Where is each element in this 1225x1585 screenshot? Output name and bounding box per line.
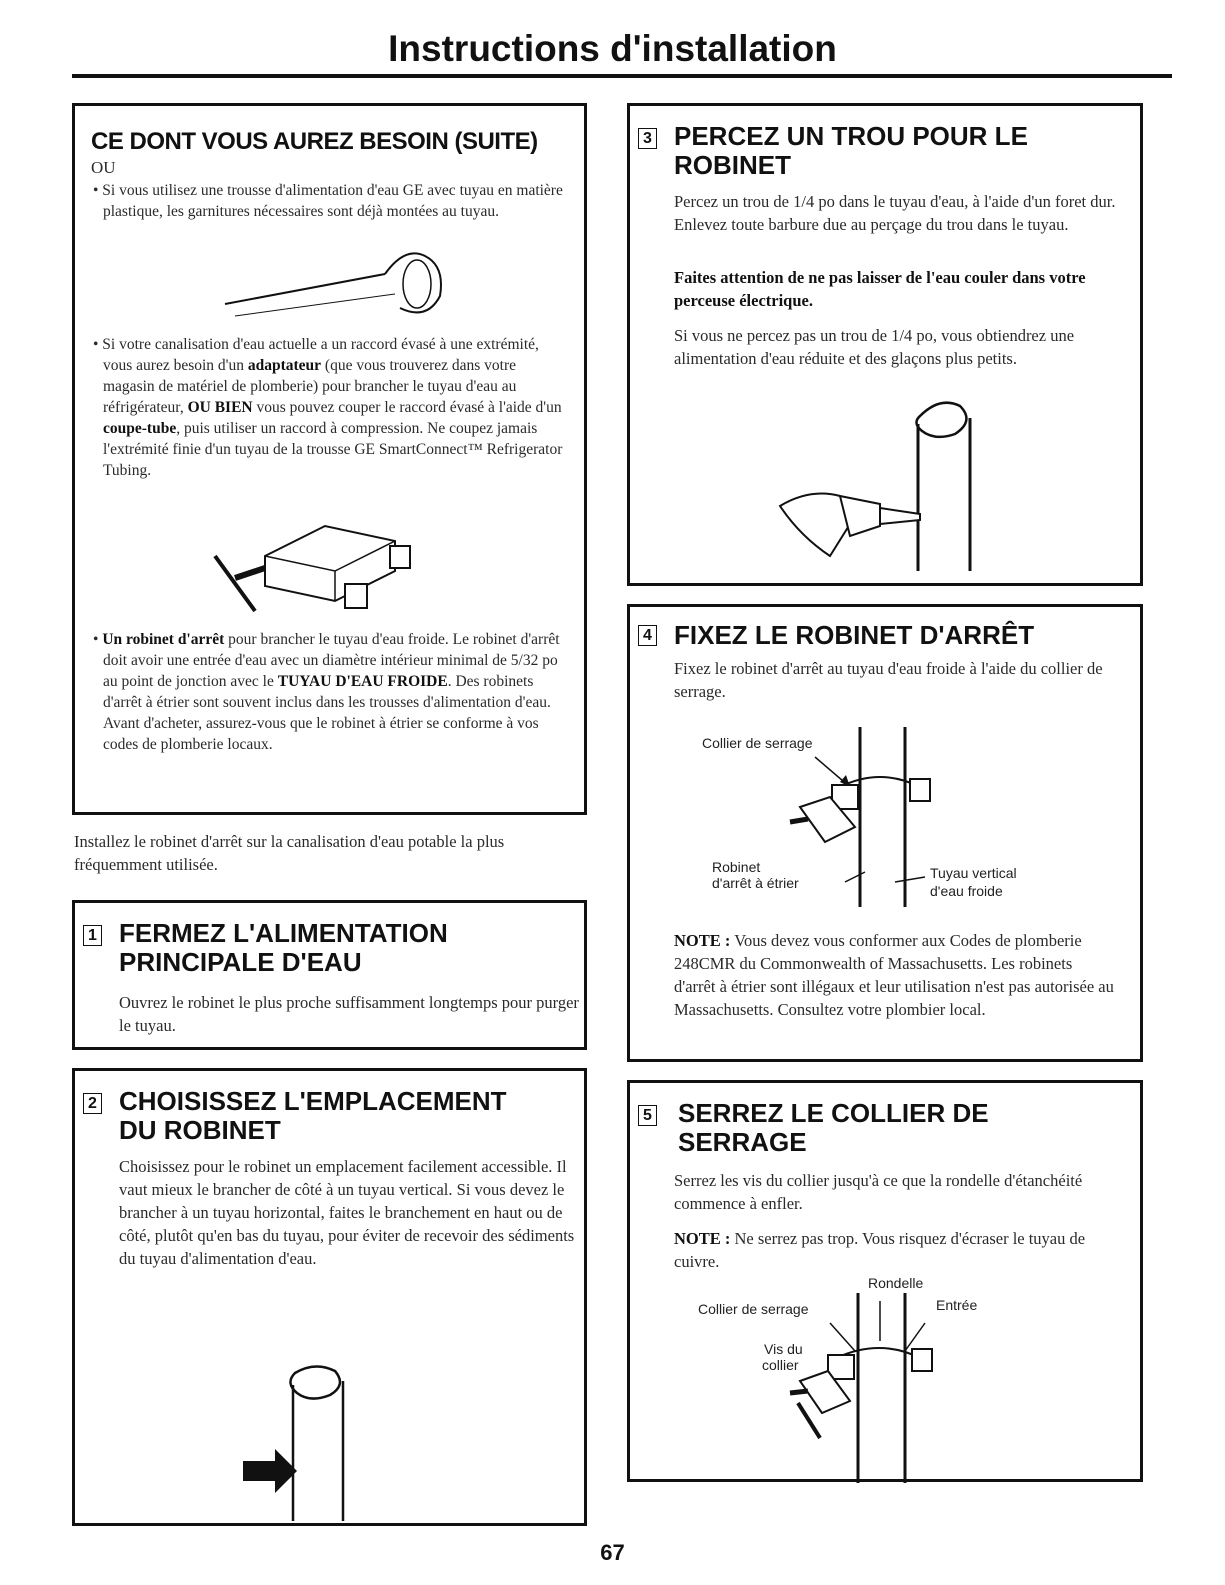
- screw-label-1: Vis du: [764, 1341, 803, 1357]
- or-label: OU: [91, 158, 116, 177]
- step-3-text: Percez un trou de 1/4 po dans le tuyau d'eau, à l'aide d'un foret dur. Enlevez toute barbure due au perçage du trou dans le tuyau.: [674, 192, 1116, 234]
- shutoff-valve-illustration: [205, 516, 425, 626]
- valve-label-1: Robinet: [712, 859, 761, 875]
- step-5-heading: SERREZ LE COLLIER DE SERRAGE: [678, 1098, 989, 1157]
- inlet-label: Entrée: [936, 1297, 978, 1313]
- step-5-note: NOTE : Ne serrez pas trop. Vous risquez d'écraser le tuyau de cuivre.: [674, 1229, 1086, 1271]
- vertical-pipe-arrow-illustration: [235, 1363, 375, 1523]
- step-3-heading: PERCEZ UN TROU POUR LE ROBINET: [674, 121, 1028, 180]
- step-4-heading: FIXEZ LE ROBINET D'ARRÊT: [674, 620, 1035, 650]
- install-note: Installez le robinet d'arrêt sur la canalisation d'eau potable la plus fréquemment utilisée.: [74, 832, 505, 874]
- title-rule: [72, 74, 1172, 78]
- step-4-number: 4: [638, 625, 657, 646]
- step-2-number: 2: [83, 1093, 102, 1114]
- needs-box: [72, 103, 587, 815]
- page-number: 67: [600, 1540, 625, 1565]
- washer-label: Rondelle: [868, 1275, 924, 1291]
- step-1-text: Ouvrez le robinet le plus proche suffisamment longtemps pour purger le tuyau.: [119, 993, 579, 1035]
- pipe-label-2: d'eau froide: [930, 883, 1003, 899]
- step-4-box: [627, 604, 1143, 1062]
- step-4-note: NOTE : Vous devez vous conformer aux Codes de plomberie 248CMR du Commonwealth of Massachusetts. Les robinets d'arrêt à étrier sont illégaux et leur utilisation n'est pas autorisée au Massachusetts. Consultez votre plombier local.: [674, 931, 1114, 1019]
- step-4-text: Fixez le robinet d'arrêt au tuyau d'eau froide à l'aide du collier de serrage.: [674, 659, 1103, 701]
- step-3-number: 3: [638, 128, 657, 149]
- step-1-number: 1: [83, 925, 102, 946]
- plastic-tubing-illustration: [205, 246, 485, 326]
- drill-pipe-illustration: [770, 396, 1010, 576]
- step-3-warning: Faites attention de ne pas laisser de l'eau couler dans votre perceuse électrique.: [674, 268, 1086, 310]
- step-3-text-2: Si vous ne percez pas un trou de 1/4 po, vous obtiendrez une alimentation d'eau réduite et des glaçons plus petits.: [674, 326, 1075, 368]
- step-5-text: Serrez les vis du collier jusqu'à ce que la rondelle d'étanchéité commence à enfler.: [674, 1171, 1083, 1213]
- clamp-label-5: Collier de serrage: [698, 1301, 809, 1317]
- valve-label-2: d'arrêt à étrier: [712, 875, 799, 891]
- step-5-number: 5: [638, 1105, 657, 1126]
- clamp-valve-illustration: [770, 727, 970, 907]
- screw-label-2: collier: [762, 1357, 799, 1373]
- needs-heading: CE DONT VOUS AUREZ BESOIN (SUITE): [91, 128, 538, 155]
- needs-bullet-1: • Si vous utilisez une trousse d'alimentation d'eau GE avec tuyau en matière plastique, les garnitures nécessaires sont déjà montées au tuyau.: [93, 182, 563, 220]
- clamp-label: Collier de serrage: [702, 735, 813, 751]
- step-2-heading: CHOISISSEZ L'EMPLACEMENT DU ROBINET: [119, 1086, 507, 1145]
- pipe-label-1: Tuyau vertical: [930, 865, 1017, 881]
- step-1-box: [72, 900, 587, 1050]
- step-1-heading: FERMEZ L'ALIMENTATION PRINCIPALE D'EAU: [119, 918, 448, 977]
- needs-bullet-2: • Si votre canalisation d'eau actuelle a un raccord évasé à une extrémité, vous aurez besoin d'un adaptateur (que vous trouverez dans votre magasin de matériel de plomberie) pour brancher le tuyau d'eau au réfrigérateur, OU BIEN vous pouvez couper le raccord évasé à l'aide d'un coupe-tube, puis utiliser un raccord à compression. Ne coupez jamais l'extrémité finie d'un tuyau de la trousse GE SmartConnect™ Refrigerator Tubing.: [93, 336, 563, 479]
- step-5-box: [627, 1080, 1143, 1482]
- step-3-box: [627, 103, 1143, 586]
- needs-bullet-3: • Un robinet d'arrêt pour brancher le tuyau d'eau froide. Le robinet d'arrêt doit avoir une entrée d'eau avec un diamètre intérieur minimal de 5/32 po au point de jonction avec le TUYAU D'EAU FROIDE. Des robinets d'arrêt à étrier sont souvent inclus dans les trousses d'alimentation d'eau. Avant d'acheter, assurez-vous que le robinet à étrier se conforme à vos codes de plomberie locaux.: [93, 631, 560, 753]
- step-2-box: [72, 1068, 587, 1526]
- step-2-text: Choisissez pour le robinet un emplacement facilement accessible. Il vaut mieux le brancher de côté à un tuyau vertical. Si vous devez le brancher à un tuyau horizontal, faites le branchement en haut ou de côté, plutôt qu'en bas du tuyau, pour éviter de recevoir des sédiments du tuyau d'alimentation d'eau.: [119, 1157, 575, 1268]
- page-title: Instructions d'installation: [388, 28, 837, 69]
- tightened-clamp-illustration: [770, 1293, 970, 1483]
